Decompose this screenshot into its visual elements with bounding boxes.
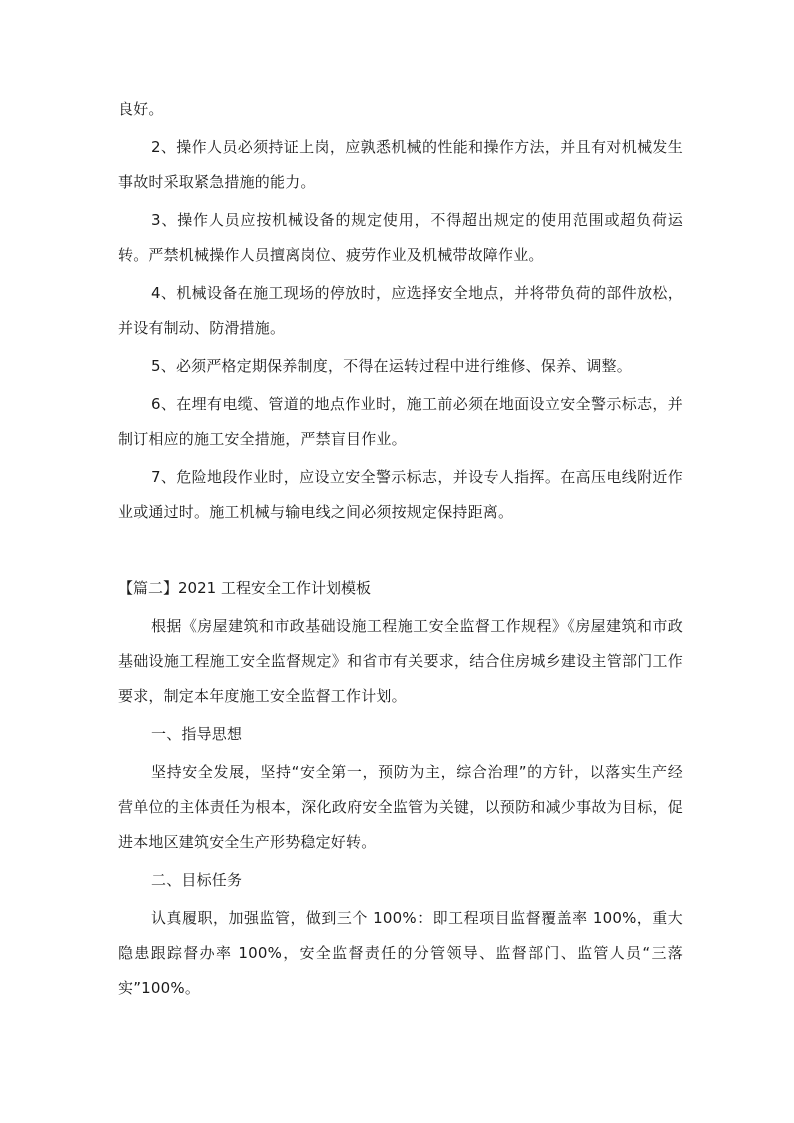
list-item: 7、危险地段作业时，应设立安全警示标志，并设专人指挥。在高压电线附近作业或通过时。施工机械与输电线之间必须按规定保持距离。 [118,468,683,521]
list-item: 3、操作人员应按机械设备的规定使用，不得超出规定的使用范围或超负荷运转。严禁机械操作人员擅离岗位、疲劳作业及机械带故障作业。 [118,211,683,264]
intro-paragraph: 根据《房屋建筑和市政基础设施工程施工安全监督工作规程》《房屋建筑和市政基础设施工程施工安全监督规定》和省市有关要求，结合住房城乡建设主管部门工作要求，制定本年度施工安全监督工作计划。 [118,617,683,705]
section-body-guiding-ideology: 坚持安全发展，坚持“安全第一，预防为主，综合治理”的方针，以落实生产经营单位的主体责任为根本，深化政府安全监管为关键，以预防和减少事故为目标，促进本地区建筑安全生产形势稳定好转。 [118,763,683,851]
document-page [118,92,683,1009]
list-item: 6、在埋有电缆、管道的地点作业时，施工前必须在地面设立安全警示标志，并制订相应的施工安全措施，严禁盲目作业。 [118,395,683,448]
list-item: 4、机械设备在施工现场的停放时，应选择安全地点，并将带负荷的部件放松，并设有制动、防滑措施。 [118,284,683,337]
list-item: 2、操作人员必须持证上岗，应孰悉机械的性能和操作方法，并且有对机械发生事故时采取紧急措施的能力。 [118,138,683,191]
section-heading-goals: 二、目标任务 [151,871,243,889]
section-spacer [118,533,683,571]
continuation-text: 良好。 [118,100,164,118]
section-heading-guiding-ideology: 一、指导思想 [151,725,243,743]
part-title: 【篇二】2021 工程安全工作计划模板 [118,579,371,597]
list-item: 5、必须严格定期保养制度，不得在运转过程中进行维修、保养、调整。 [151,357,632,375]
section-body-goals: 认真履职，加强监管，做到三个 100%：即工程项目监督覆盖率 100%，重大隐患跟踪督办率 100%，安全监督责任的分管领导、监督部门、监管人员“三落实”100%。 [118,909,683,997]
